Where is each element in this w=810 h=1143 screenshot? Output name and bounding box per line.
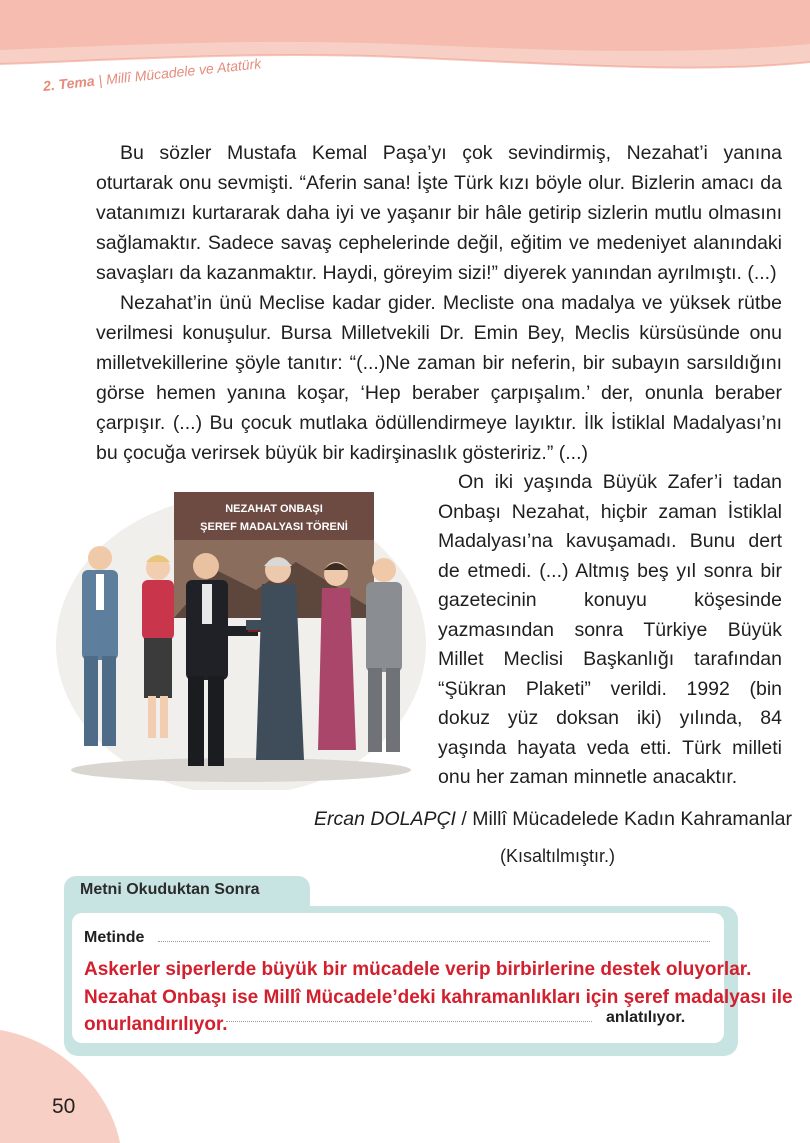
banner-line-2: ŞEREF MADALYASI TÖRENİ xyxy=(200,521,348,533)
paragraph-3: On iki yaşında Büyük Zafer’i tadan Onbaşı Nezahat, hiçbir zaman İstiklal Madalyası’na kavuşamadı. Bunu dert de etmedi. (...) Altmış beş yıl sonra bir gazetecinin konuyu köşesinde yazmasından sonra Türkiye Büyük Millet Meclisi Başkanlığı tarafından “Şükran Plaketi” verildi. 1992 (bin dokuz yüz doksan iki) yılında, 84 yaşında hayata veda etti. Türk milleti onu her zaman minnetle anacaktır. xyxy=(438,471,782,788)
banner-line-1: NEZAHAT ONBAŞI xyxy=(225,503,323,515)
theme-title: Millî Mücadele ve Atatürk xyxy=(105,55,262,88)
attribution-separator: / xyxy=(455,808,473,830)
paragraph-1: Bu sözler Mustafa Kemal Paşa’yı çok sevindirmiş, Nezahat’i yanına oturtarak onu sevmişti. “Aferin sana! İşte Türk kızı böyle olur. Bizlerin amacı da vatanımızı kurtararak daha iyi ve yaşanır bir hâle getirip sizlerin mutlu olmasını sağlamaktır. Sadece savaş cephelerinde değil, eğitim ve medeniyet alanındaki savaşları da kazanmaktır. Haydi, göreyim sizi!” diyerek yanından ayrılmıştı. (...) xyxy=(96,142,782,284)
attribution-book: Millî Mücadelede Kadın Kahramanlar xyxy=(472,808,792,830)
corner-decoration xyxy=(0,1030,120,1143)
abridged-note: (Kısaltılmıştır.) xyxy=(500,846,616,866)
top-banner xyxy=(0,0,810,110)
dotted-line-2 xyxy=(226,1021,592,1022)
attribution-author: Ercan DOLAPÇI xyxy=(314,808,456,830)
handwritten-answer: Askerler siperlerde büyük bir mücadele verip birbirlerine destek oluyorlar. Nezahat Onbaşı ise Millî Mücadele’deki kahramanlıkları için şeref madalyası ile onurlandırılıyor. xyxy=(84,959,793,1035)
prompt-end: anlatılıyor. xyxy=(606,1009,686,1026)
prompt-start: Metinde xyxy=(84,929,145,946)
theme-separator: | xyxy=(97,71,103,89)
theme-number: 2. Tema xyxy=(42,72,96,94)
dotted-line-1 xyxy=(158,941,710,942)
after-reading-title: Metni Okuduktan Sonra xyxy=(80,881,260,898)
attribution xyxy=(314,808,792,831)
page-number: 50 xyxy=(52,1095,76,1118)
paragraph-2: Nezahat’in ünü Meclise kadar gider. Mecliste ona madalya ve yüksek rütbe verilmesi konuşulur. Bursa Milletvekili Dr. Emin Bey, Meclis kürsüsünde onu milletvekillerine şöyle tanıtır: “(...)Ne zaman bir neferin, bir subayın sarsıldığını görse hemen yanına koşar, ‘Hep beraber çarpışalım.’ der, onunla beraber çarpışır. (...) Bu çocuk mutlaka ödüllendirmeye layıktır. İlk İstiklal Madalyası’nı bu çocuğa verirsek büyük bir kadirşinaslık gösteririz.” (...) xyxy=(96,292,782,464)
ceremony-illustration xyxy=(56,470,426,790)
